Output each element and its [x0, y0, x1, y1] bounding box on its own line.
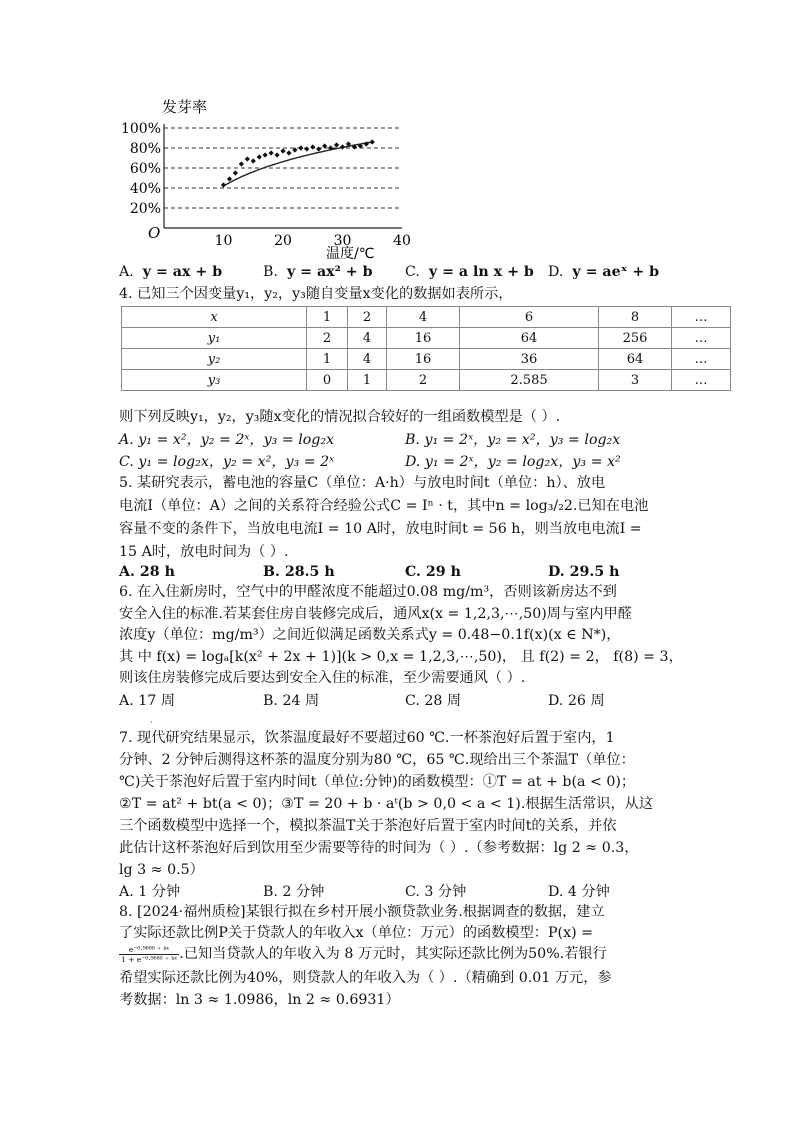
q3-option-a[interactable]: [119, 262, 222, 282]
q8-line3: [119, 944, 607, 964]
table-row-header: y₁: [122, 328, 307, 349]
q6-line3: 浓度y（单位：mg/m³）之间近似满足函数关系式y = 0.48−0.1f(x)(x ∈ N*)，: [119, 627, 621, 643]
data-point: [263, 152, 268, 157]
table-cell: 2.585: [460, 370, 599, 391]
table-cell: 2: [307, 328, 348, 349]
q8-line5: 考数据：ln 3 ≈ 1.0986，ln 2 ≈ 0.6931）: [119, 992, 400, 1008]
table-cell: 1: [307, 349, 348, 370]
q3-option-b[interactable]: [263, 262, 373, 282]
table-cell: 64: [460, 328, 599, 349]
table-row: [122, 349, 731, 370]
table-cell: 256: [599, 328, 672, 349]
table-row: [122, 307, 731, 328]
q4-option-a[interactable]: A. y₁ = x²，y₂ = 2ˣ，y₃ = log₂x: [119, 432, 335, 448]
table-cell: 2: [387, 370, 460, 391]
data-point: [370, 139, 375, 144]
data-point: [251, 158, 256, 163]
q7-option-c[interactable]: C. 3 分钟: [405, 884, 467, 900]
table-cell: 1: [307, 307, 348, 328]
chart-axes: [164, 124, 402, 228]
q6-option-b[interactable]: B. 24 周: [263, 693, 320, 709]
table-cell: 1: [348, 370, 387, 391]
q5-line2: 电流I（单位：A）之间的关系符合经验公式C = Iⁿ · t，其中n = log₃/₂2.已知在电池: [119, 498, 649, 514]
x-tick-label: 20: [274, 233, 292, 249]
q3-option-b-formula: y = ax² + b: [286, 264, 373, 280]
q6-option-d[interactable]: D. 26 周: [548, 693, 605, 709]
data-point: [316, 146, 321, 151]
fit-curve: [224, 142, 373, 186]
q5-option-a[interactable]: A. 28 h: [119, 564, 175, 580]
data-point: [221, 182, 226, 187]
q5-line1: 5. 某研究表示，蓄电池的容量C（单位：A·h）与放电时间t（单位：h）、放电: [119, 475, 606, 491]
q8-fraction-denominator: 1 + e⁻⁰·⁹⁶⁸⁰ ⁺ ᵏˣ: [121, 954, 178, 964]
table-row: [122, 328, 731, 349]
germination-chart: [112, 92, 412, 264]
q7-line6: 此估计这杯茶泡好后到饮用至少需要等待的时间为（ ）.（参考数据：lg 2 ≈ 0.3，: [119, 840, 639, 856]
q5-line3: 容量不变的条件下，当放电电流I = 10 A时，放电时间t = 56 h，则当放电电流I =: [119, 521, 642, 537]
q7-line4: ②T = at² + bt(a < 0)；③T = 20 + b · aᵗ(b > 0,0 < a < 1).根据生活常识，从这: [119, 796, 654, 812]
table-row-header: x: [122, 307, 307, 328]
q4-stem: 4. 已知三个因变量y₁，y₂，y₃随自变量x变化的数据如表所示，: [119, 286, 513, 302]
q8-fraction: [119, 945, 179, 964]
x-tick-label: 30: [333, 233, 352, 249]
q6-line5: 则该住房装修完成后要达到安全入住的标准，至少需要通风（ ）.: [119, 670, 526, 686]
q5-option-b[interactable]: B. 28.5 h: [263, 564, 335, 580]
table-cell: 16: [387, 328, 460, 349]
table-cell: …: [672, 328, 731, 349]
q7-option-d[interactable]: D. 4 分钟: [548, 884, 610, 900]
y-tick-label: 40%: [129, 181, 161, 197]
q3-option-c-formula: y = a ln x + b: [428, 264, 534, 280]
q3-option-c-label: C.: [405, 264, 420, 280]
data-point: [245, 156, 250, 161]
table-cell: 4: [387, 307, 460, 328]
q3-option-d-formula: y = aeˣ + b: [572, 264, 660, 280]
data-point: [227, 176, 232, 181]
data-point: [298, 145, 303, 150]
q6-option-c[interactable]: C. 28 周: [405, 693, 462, 709]
y-tick-label: 20%: [129, 201, 161, 217]
q7-line2: 分钟、2 分钟后测得这杯茶的温度分别为80 ℃，65 ℃.现给出三个茶温T（单位：: [119, 752, 635, 768]
table-cell: 6: [460, 307, 599, 328]
q5-option-d[interactable]: D. 29.5 h: [548, 564, 620, 580]
q5-line4: 15 A时，放电时间为（ ）.: [119, 544, 289, 560]
q4-after: 则下列反映y₁，y₂，y₃随x变化的情况拟合较好的一组函数模型是（ ）.: [119, 409, 561, 425]
stray-dot: ·: [150, 718, 153, 727]
data-point: [304, 146, 309, 151]
q7-line3: ℃)关于茶泡好后置于室内时间t（单位:分钟)的函数模型：①T = at + b(a < 0)；: [119, 774, 636, 790]
table-cell: 2: [348, 307, 387, 328]
table-row: [122, 370, 731, 391]
chart-points: [221, 139, 375, 187]
q4-option-b[interactable]: B. y₁ = 2ˣ，y₂ = x²，y₃ = log₂x: [405, 432, 621, 448]
q6-option-a[interactable]: A. 17 周: [119, 693, 176, 709]
q5-option-c[interactable]: C. 29 h: [405, 564, 461, 580]
q3-option-c[interactable]: [405, 262, 534, 282]
table-cell: 4: [348, 328, 387, 349]
q7-line5: 三个函数模型中选择一个，模拟茶温T关于茶泡好后置于室内时间t的关系，并依: [119, 818, 617, 834]
q6-line2: 安全入住的标准.若某套住房自装修完成后，通风x(x = 1,2,3,⋯,50)周与室内甲醛: [119, 606, 632, 622]
table-cell: 64: [599, 349, 672, 370]
y-tick-label: 100%: [120, 121, 161, 137]
table-cell: …: [672, 349, 731, 370]
q3-option-d[interactable]: [548, 262, 659, 282]
chart-ylabel: 发芽率: [162, 98, 208, 116]
q7-option-b[interactable]: B. 2 分钟: [263, 884, 325, 900]
data-point: [257, 154, 262, 159]
q7-option-a[interactable]: A. 1 分钟: [119, 884, 181, 900]
table-cell: 0: [307, 370, 348, 391]
q3-option-d-label: D.: [548, 264, 564, 280]
q4-data-table: [121, 306, 731, 391]
y-tick-label: 80%: [129, 141, 161, 157]
table-cell: 8: [599, 307, 672, 328]
chart-origin-label: O: [148, 224, 161, 242]
x-tick-label: 40: [393, 233, 411, 249]
table-cell: 16: [387, 349, 460, 370]
data-point: [340, 144, 345, 149]
data-point: [233, 170, 238, 175]
q3-option-a-formula: y = ax + b: [142, 264, 223, 280]
q6-line1: 6. 在入住新房时，空气中的甲醛浓度不能超过0.08 mg/m³，否则该新房达不到: [119, 584, 617, 600]
data-point: [239, 161, 244, 166]
q6-line4: 其 中 f(x) = logₐ[k(x² + 2x + 1)](k > 0,x = 1,2,3,⋯,50)， 且 f(2) = 2， f(8) = 3，: [119, 649, 683, 665]
chart-xlabel: 温度/℃: [326, 246, 375, 262]
q8-fraction-numerator: e⁻⁰·⁹⁶⁸⁰ ⁺ ᵏˣ: [119, 945, 179, 955]
data-point: [269, 150, 274, 155]
table-row-header: y₂: [122, 349, 307, 370]
q4-option-c[interactable]: C. y₁ = log₂x，y₂ = x²，y₃ = 2ˣ: [119, 454, 335, 470]
data-point: [280, 148, 285, 153]
table-cell: 36: [460, 349, 599, 370]
q8-line2: 了实际还款比例P关于贷款人的年收入x（单位：万元）的函数模型：P(x) =: [119, 925, 594, 941]
y-tick-label: 60%: [129, 161, 161, 177]
q8-line1: 8. [2024·福州质检]某银行拟在乡村开展小额贷款业务.根据调查的数据，建立: [119, 904, 605, 920]
q8-line3-rest: .已知当贷款人的年收入为 8 万元时，其实际还款比例为50%.若银行: [179, 946, 607, 962]
table-cell: …: [672, 307, 731, 328]
x-tick-label: 10: [214, 233, 233, 249]
q4-option-d[interactable]: D. y₁ = 2ˣ，y₂ = log₂x，y₃ = x²: [405, 454, 621, 470]
data-point: [286, 150, 291, 155]
table-row-header: y₃: [122, 370, 307, 391]
data-point: [334, 142, 339, 147]
chart-gridlines: [164, 128, 402, 208]
q3-option-a-label: A.: [119, 264, 134, 280]
data-point: [274, 152, 279, 157]
table-cell: 4: [348, 349, 387, 370]
q7-line1: 7. 现代研究结果显示，饮茶温度最好不要超过60 ℃.一杯茶泡好后置于室内，1: [119, 730, 615, 746]
q8-line4: 希望实际还款比例为40%，则贷款人的年收入为（ ）.（精确到 0.01 万元，参: [119, 970, 612, 986]
q3-option-b-label: B.: [263, 264, 278, 280]
table-cell: …: [672, 370, 731, 391]
q7-line7: lg 3 ≈ 0.5）: [119, 862, 204, 878]
table-cell: 3: [599, 370, 672, 391]
data-point: [310, 144, 315, 149]
